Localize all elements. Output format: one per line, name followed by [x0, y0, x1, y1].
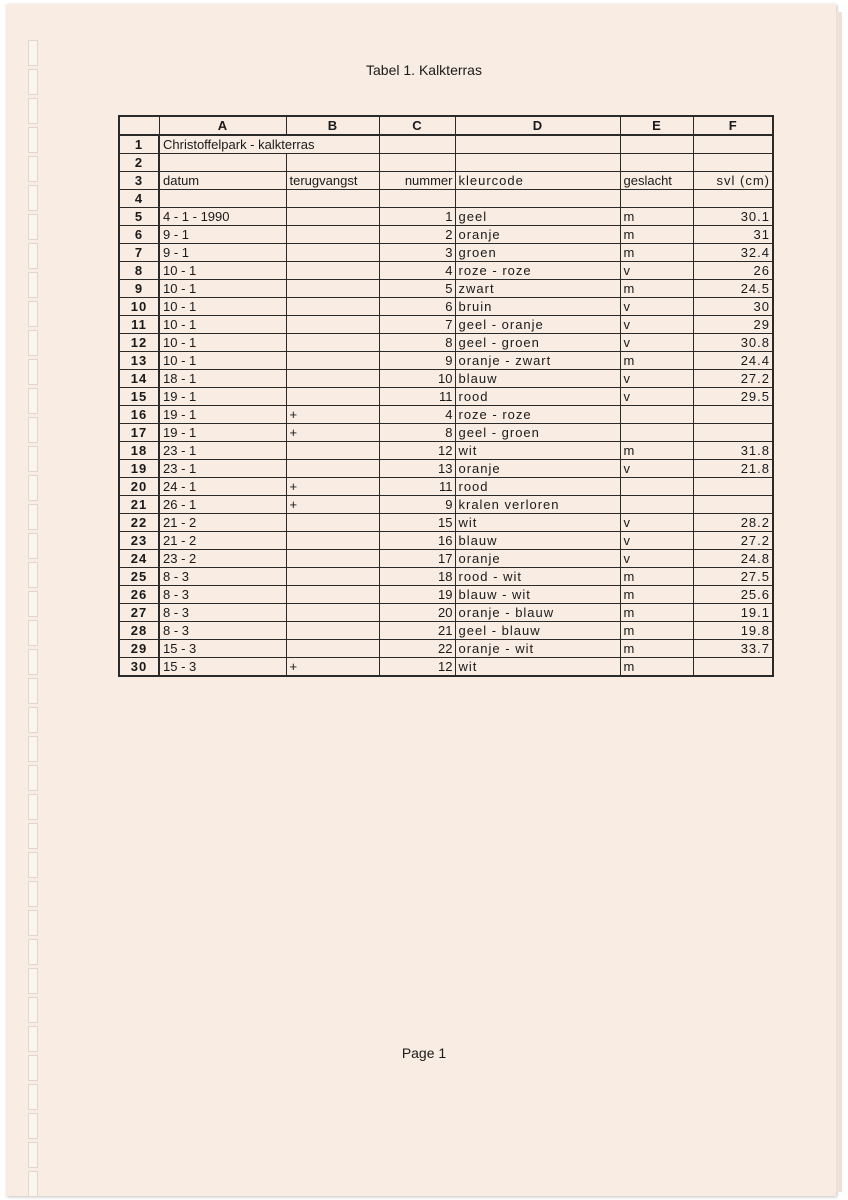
row-number: 24: [119, 550, 159, 568]
kleurcode-cell: blauw: [455, 370, 620, 388]
svl-cell: 32.4: [693, 244, 773, 262]
geslacht-cell: m: [620, 586, 693, 604]
row-number: 29: [119, 640, 159, 658]
table-row: [119, 334, 773, 352]
nummer-cell: 9: [379, 352, 455, 370]
terugvangst-cell: [286, 442, 379, 460]
nummer-cell: 19: [379, 586, 455, 604]
datum-cell: 23 - 1: [159, 460, 286, 478]
table-row: [119, 532, 773, 550]
nummer-cell: [379, 135, 455, 154]
table-row: [119, 622, 773, 640]
table-row: [119, 262, 773, 280]
geslacht-cell: m: [620, 604, 693, 622]
column-header-c: C: [379, 116, 455, 135]
binding-hole: [28, 997, 38, 1023]
table-row: [119, 154, 773, 172]
svl-cell: 21.8: [693, 460, 773, 478]
column-header-f: F: [693, 116, 773, 135]
nummer-cell: [379, 154, 455, 172]
geslacht-cell: [620, 406, 693, 424]
kleurcode-cell: bruin: [455, 298, 620, 316]
geslacht-cell: v: [620, 316, 693, 334]
column-header-a: A: [159, 116, 286, 135]
row-number: 30: [119, 658, 159, 677]
terugvangst-cell: [286, 154, 379, 172]
svl-cell: 30: [693, 298, 773, 316]
svl-cell: 30.1: [693, 208, 773, 226]
kleurcode-cell: oranje: [455, 550, 620, 568]
terugvangst-cell: [286, 532, 379, 550]
row-number: 10: [119, 298, 159, 316]
row-number: 15: [119, 388, 159, 406]
table-row: [119, 172, 773, 190]
terugvangst-cell: [286, 352, 379, 370]
nummer-cell: 8: [379, 424, 455, 442]
svl-cell: 19.1: [693, 604, 773, 622]
data-table: [118, 115, 774, 677]
kleurcode-cell: oranje: [455, 460, 620, 478]
table-row: [119, 226, 773, 244]
svl-cell: [693, 478, 773, 496]
row-number: 17: [119, 424, 159, 442]
svl-cell: 27.2: [693, 370, 773, 388]
table-row: [119, 550, 773, 568]
kleurcode-cell: wit: [455, 442, 620, 460]
kleurcode-cell: roze - roze: [455, 406, 620, 424]
svl-cell: 33.7: [693, 640, 773, 658]
table-row: [119, 586, 773, 604]
datum-cell: 8 - 3: [159, 622, 286, 640]
binding-hole: [28, 475, 38, 501]
kleurcode-cell: geel - oranje: [455, 316, 620, 334]
row-number: 13: [119, 352, 159, 370]
binding-hole: [28, 794, 38, 820]
datum-cell: 9 - 1: [159, 244, 286, 262]
row-number: 5: [119, 208, 159, 226]
binding-hole: [28, 736, 38, 762]
binding-hole: [28, 562, 38, 588]
binding-hole: [28, 98, 38, 124]
row-number: 21: [119, 496, 159, 514]
datum-cell: 10 - 1: [159, 298, 286, 316]
svl-cell: [693, 154, 773, 172]
terugvangst-cell: [286, 550, 379, 568]
datum-cell: 10 - 1: [159, 280, 286, 298]
kleurcode-cell: geel - groen: [455, 334, 620, 352]
nummer-cell: 21: [379, 622, 455, 640]
table-row: [119, 568, 773, 586]
binding-hole: [28, 359, 38, 385]
nummer-cell: 22: [379, 640, 455, 658]
table-row: [119, 424, 773, 442]
svl-cell: 27.2: [693, 532, 773, 550]
nummer-cell: 10: [379, 370, 455, 388]
datum-cell: 10 - 1: [159, 316, 286, 334]
binding-hole: [28, 185, 38, 211]
svl-cell: [693, 406, 773, 424]
terugvangst-cell: [286, 226, 379, 244]
nummer-cell: 15: [379, 514, 455, 532]
geslacht-cell: v: [620, 514, 693, 532]
geslacht-cell: m: [620, 352, 693, 370]
row-number: 26: [119, 586, 159, 604]
geslacht-cell: m: [620, 208, 693, 226]
binding-hole: [28, 591, 38, 617]
svl-cell: 19.8: [693, 622, 773, 640]
datum-cell: 24 - 1: [159, 478, 286, 496]
datum-cell: 19 - 1: [159, 406, 286, 424]
table-row: [119, 208, 773, 226]
svl-cell: svl (cm): [693, 172, 773, 190]
table-row: [119, 496, 773, 514]
binding-hole: [28, 272, 38, 298]
binding-hole: [28, 1142, 38, 1168]
geslacht-cell: v: [620, 388, 693, 406]
row-number: 16: [119, 406, 159, 424]
binding-hole: [28, 301, 38, 327]
binding-hole: [28, 243, 38, 269]
geslacht-cell: v: [620, 370, 693, 388]
geslacht-cell: m: [620, 658, 693, 677]
terugvangst-cell: [286, 568, 379, 586]
table-row: [119, 442, 773, 460]
svl-cell: 24.8: [693, 550, 773, 568]
kleurcode-cell: oranje - wit: [455, 640, 620, 658]
page-footer: Page 1: [401, 1045, 447, 1061]
binding-hole: [28, 649, 38, 675]
geslacht-cell: m: [620, 568, 693, 586]
terugvangst-cell: [286, 370, 379, 388]
row-number: 4: [119, 190, 159, 208]
kleurcode-cell: oranje: [455, 226, 620, 244]
nummer-cell: 7: [379, 316, 455, 334]
table-row: [119, 640, 773, 658]
svl-cell: 26: [693, 262, 773, 280]
kleurcode-cell: rood - wit: [455, 568, 620, 586]
kleurcode-cell: blauw - wit: [455, 586, 620, 604]
geslacht-cell: v: [620, 334, 693, 352]
datum-cell: datum: [159, 172, 286, 190]
datum-cell: 23 - 2: [159, 550, 286, 568]
datum-cell: [159, 190, 286, 208]
nummer-cell: 4: [379, 262, 455, 280]
kleurcode-cell: geel - blauw: [455, 622, 620, 640]
svl-cell: [693, 496, 773, 514]
geslacht-cell: v: [620, 550, 693, 568]
geslacht-cell: m: [620, 640, 693, 658]
row-number: 27: [119, 604, 159, 622]
table-row: [119, 388, 773, 406]
nummer-cell: 18: [379, 568, 455, 586]
datum-cell: 9 - 1: [159, 226, 286, 244]
datum-cell: [159, 154, 286, 172]
terugvangst-cell: [286, 334, 379, 352]
geslacht-cell: [620, 478, 693, 496]
datum-cell: 10 - 1: [159, 352, 286, 370]
column-header-d: D: [455, 116, 620, 135]
binding-hole: [28, 852, 38, 878]
terugvangst-cell: [286, 586, 379, 604]
geslacht-cell: v: [620, 460, 693, 478]
datum-cell: 10 - 1: [159, 334, 286, 352]
svl-cell: 30.8: [693, 334, 773, 352]
terugvangst-cell: +: [286, 424, 379, 442]
row-number: 11: [119, 316, 159, 334]
nummer-cell: 12: [379, 442, 455, 460]
nummer-cell: 17: [379, 550, 455, 568]
row-number: 1: [119, 135, 159, 154]
kleurcode-cell: kralen verloren: [455, 496, 620, 514]
terugvangst-cell: [286, 280, 379, 298]
table-row: [119, 135, 773, 154]
table-row: [119, 406, 773, 424]
kleurcode-cell: geel: [455, 208, 620, 226]
kleurcode-cell: blauw: [455, 532, 620, 550]
row-number: 12: [119, 334, 159, 352]
binding-hole: [28, 910, 38, 936]
table-row: [119, 316, 773, 334]
terugvangst-cell: [286, 604, 379, 622]
binding-hole: [28, 823, 38, 849]
datum-cell: 23 - 1: [159, 442, 286, 460]
binding-hole: [28, 504, 38, 530]
kleurcode-cell: wit: [455, 514, 620, 532]
nummer-cell: 9: [379, 496, 455, 514]
binding-hole: [28, 388, 38, 414]
nummer-cell: 3: [379, 244, 455, 262]
kleurcode-cell: [455, 154, 620, 172]
table-row: [119, 190, 773, 208]
geslacht-cell: m: [620, 244, 693, 262]
datum-cell: 15 - 3: [159, 640, 286, 658]
table-row: [119, 370, 773, 388]
row-number: 22: [119, 514, 159, 532]
nummer-cell: nummer: [379, 172, 455, 190]
svl-cell: 25.6: [693, 586, 773, 604]
kleurcode-cell: [455, 190, 620, 208]
terugvangst-cell: [286, 208, 379, 226]
binding-hole: [28, 417, 38, 443]
kleurcode-cell: [455, 135, 620, 154]
nummer-cell: 6: [379, 298, 455, 316]
svl-cell: 24.4: [693, 352, 773, 370]
row-number: 14: [119, 370, 159, 388]
kleurcode-cell: roze - roze: [455, 262, 620, 280]
nummer-cell: 5: [379, 280, 455, 298]
geslacht-cell: geslacht: [620, 172, 693, 190]
geslacht-cell: [620, 424, 693, 442]
geslacht-cell: m: [620, 280, 693, 298]
terugvangst-cell: [286, 460, 379, 478]
terugvangst-cell: +: [286, 406, 379, 424]
page-edge: [836, 12, 842, 1192]
datum-cell: 18 - 1: [159, 370, 286, 388]
datum-cell: Christoffelpark - kalkterras: [159, 135, 379, 154]
terugvangst-cell: [286, 640, 379, 658]
row-number: 6: [119, 226, 159, 244]
geslacht-cell: v: [620, 262, 693, 280]
terugvangst-cell: [286, 262, 379, 280]
binding-hole: [28, 330, 38, 356]
svl-cell: [693, 424, 773, 442]
datum-cell: 19 - 1: [159, 388, 286, 406]
nummer-cell: 1: [379, 208, 455, 226]
binding-hole: [28, 678, 38, 704]
geslacht-cell: m: [620, 442, 693, 460]
table-row: [119, 658, 773, 677]
svl-cell: 24.5: [693, 280, 773, 298]
svl-cell: [693, 190, 773, 208]
binding-hole: [28, 765, 38, 791]
geslacht-cell: [620, 496, 693, 514]
datum-cell: 21 - 2: [159, 514, 286, 532]
kleurcode-cell: wit: [455, 658, 620, 677]
table-row: [119, 460, 773, 478]
binding-hole: [28, 1084, 38, 1110]
kleurcode-cell: oranje - blauw: [455, 604, 620, 622]
binding-hole: [28, 156, 38, 182]
kleurcode-cell: zwart: [455, 280, 620, 298]
kleurcode-cell: rood: [455, 478, 620, 496]
datum-cell: 21 - 2: [159, 532, 286, 550]
terugvangst-cell: [286, 244, 379, 262]
geslacht-cell: m: [620, 622, 693, 640]
geslacht-cell: [620, 154, 693, 172]
binding-hole: [28, 620, 38, 646]
page-title: Tabel 1. Kalkterras: [366, 62, 482, 78]
terugvangst-cell: [286, 388, 379, 406]
binding-hole: [28, 1113, 38, 1139]
kleurcode-cell: kleurcode: [455, 172, 620, 190]
binding-hole: [28, 707, 38, 733]
svl-cell: 29.5: [693, 388, 773, 406]
svl-cell: [693, 135, 773, 154]
terugvangst-cell: [286, 622, 379, 640]
binding-hole: [28, 214, 38, 240]
nummer-cell: 12: [379, 658, 455, 677]
binding-hole: [28, 446, 38, 472]
svl-cell: 27.5: [693, 568, 773, 586]
table-body: [119, 135, 773, 676]
row-number: 18: [119, 442, 159, 460]
row-number: 8: [119, 262, 159, 280]
svl-cell: 31: [693, 226, 773, 244]
row-number: 9: [119, 280, 159, 298]
datum-cell: 8 - 3: [159, 586, 286, 604]
datum-cell: 10 - 1: [159, 262, 286, 280]
nummer-cell: 2: [379, 226, 455, 244]
row-number: 25: [119, 568, 159, 586]
binding-hole: [28, 1171, 38, 1197]
row-number: 2: [119, 154, 159, 172]
geslacht-cell: [620, 190, 693, 208]
nummer-cell: 20: [379, 604, 455, 622]
column-header-e: E: [620, 116, 693, 135]
svl-cell: [693, 658, 773, 677]
terugvangst-cell: +: [286, 478, 379, 496]
row-number: 19: [119, 460, 159, 478]
table-row: [119, 244, 773, 262]
terugvangst-cell: +: [286, 658, 379, 677]
table-row: [119, 514, 773, 532]
row-number: 23: [119, 532, 159, 550]
nummer-cell: 8: [379, 334, 455, 352]
kleurcode-cell: groen: [455, 244, 620, 262]
kleurcode-cell: oranje - zwart: [455, 352, 620, 370]
table-row: [119, 298, 773, 316]
svl-cell: 31.8: [693, 442, 773, 460]
geslacht-cell: v: [620, 298, 693, 316]
datum-cell: 26 - 1: [159, 496, 286, 514]
table-row: [119, 280, 773, 298]
binding-hole: [28, 968, 38, 994]
terugvangst-cell: terugvangst: [286, 172, 379, 190]
terugvangst-cell: [286, 190, 379, 208]
table-row: [119, 478, 773, 496]
terugvangst-cell: [286, 298, 379, 316]
nummer-cell: 11: [379, 478, 455, 496]
datum-cell: 15 - 3: [159, 658, 286, 677]
row-number: 20: [119, 478, 159, 496]
geslacht-cell: [620, 135, 693, 154]
nummer-cell: [379, 190, 455, 208]
row-number: 7: [119, 244, 159, 262]
nummer-cell: 4: [379, 406, 455, 424]
terugvangst-cell: [286, 316, 379, 334]
column-header-b: B: [286, 116, 379, 135]
column-header-row: [119, 116, 773, 135]
corner-cell: [119, 116, 159, 135]
geslacht-cell: m: [620, 226, 693, 244]
nummer-cell: 11: [379, 388, 455, 406]
row-number: 3: [119, 172, 159, 190]
binding-hole: [28, 127, 38, 153]
terugvangst-cell: [286, 514, 379, 532]
kleurcode-cell: rood: [455, 388, 620, 406]
datum-cell: 19 - 1: [159, 424, 286, 442]
svl-cell: 29: [693, 316, 773, 334]
binding-hole: [28, 939, 38, 965]
binding-hole: [28, 533, 38, 559]
nummer-cell: 16: [379, 532, 455, 550]
row-number: 28: [119, 622, 159, 640]
binding-hole: [28, 881, 38, 907]
datum-cell: 4 - 1 - 1990: [159, 208, 286, 226]
datum-cell: 8 - 3: [159, 568, 286, 586]
nummer-cell: 13: [379, 460, 455, 478]
datum-cell: 8 - 3: [159, 604, 286, 622]
geslacht-cell: v: [620, 532, 693, 550]
svl-cell: 28.2: [693, 514, 773, 532]
table-row: [119, 352, 773, 370]
kleurcode-cell: geel - groen: [455, 424, 620, 442]
terugvangst-cell: +: [286, 496, 379, 514]
table-row: [119, 604, 773, 622]
